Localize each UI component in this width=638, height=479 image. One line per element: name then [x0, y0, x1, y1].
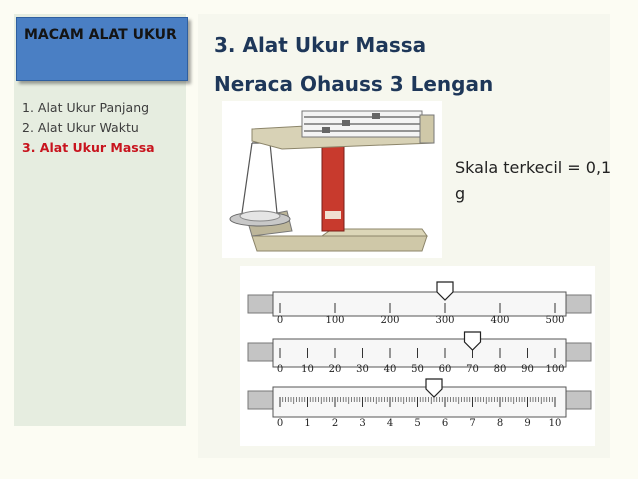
beam-1-tick-label: 300 [435, 315, 455, 326]
beam-3-tick-label: 10 [548, 418, 562, 429]
beam-2-tick-label: 100 [545, 364, 565, 375]
smallest-scale-note: Skala terkecil = 0,1 g [455, 158, 612, 203]
beam-2-tick-label: 50 [411, 364, 424, 375]
beam-1-tick-label: 100 [325, 315, 345, 326]
beam-3-tick-label: 2 [331, 418, 339, 429]
slide-subtitle: Neraca Ohauss 3 Lengan [214, 72, 494, 96]
beam-3-tick-label: 6 [441, 418, 449, 429]
beam-1-tick-label: 0 [276, 315, 284, 326]
beam-2-tick-label: 20 [328, 364, 342, 375]
beam-3-tick-label: 3 [359, 418, 366, 429]
beam-scales-diagram [240, 266, 595, 446]
topic-menu [22, 98, 155, 158]
beam-2-tick-label: 0 [276, 364, 284, 375]
beam-3-tick-label: 4 [386, 418, 394, 429]
beam-2-tick-label: 90 [521, 364, 534, 375]
beam-1-tick-label: 500 [545, 315, 565, 326]
beam-2 [248, 332, 591, 375]
beam-1-tick-label: 400 [490, 315, 510, 326]
menu-item-alat-ukur-massa[interactable]: 3. Alat Ukur Massa [22, 140, 155, 155]
beam-3-tick-label: 9 [524, 418, 531, 429]
slide-title: 3. Alat Ukur Massa [214, 33, 427, 57]
beam-1-tick-label: 200 [380, 315, 400, 326]
beam-2-tick-label: 60 [438, 364, 452, 375]
sidebar-header [16, 17, 188, 81]
menu-item-alat-ukur-panjang[interactable]: 1. Alat Ukur Panjang [22, 100, 150, 115]
beam-2-tick-label: 80 [493, 364, 507, 375]
menu-item-alat-ukur-waktu[interactable]: 2. Alat Ukur Waktu [22, 120, 139, 135]
sidebar-header-title: MACAM ALAT UKUR [24, 27, 177, 43]
beam-scales-svg [240, 266, 595, 446]
beam-3-tick-label: 8 [496, 418, 504, 429]
beam-2-tick-label: 10 [301, 364, 314, 375]
balance-illustration [222, 101, 442, 258]
beam-2-tick-label: 40 [383, 364, 397, 375]
triple-beam-balance-image [222, 101, 442, 258]
beam-3 [248, 379, 591, 429]
beam-3-tick-label: 5 [414, 418, 421, 429]
beam-2-tick-label: 30 [356, 364, 369, 375]
beam-1 [248, 282, 591, 326]
beam-3-tick-label: 1 [304, 418, 311, 429]
beam-3-tick-label: 7 [469, 418, 476, 429]
beam-3-tick-label: 0 [276, 418, 284, 429]
beam-2-tick-label: 70 [466, 364, 479, 375]
